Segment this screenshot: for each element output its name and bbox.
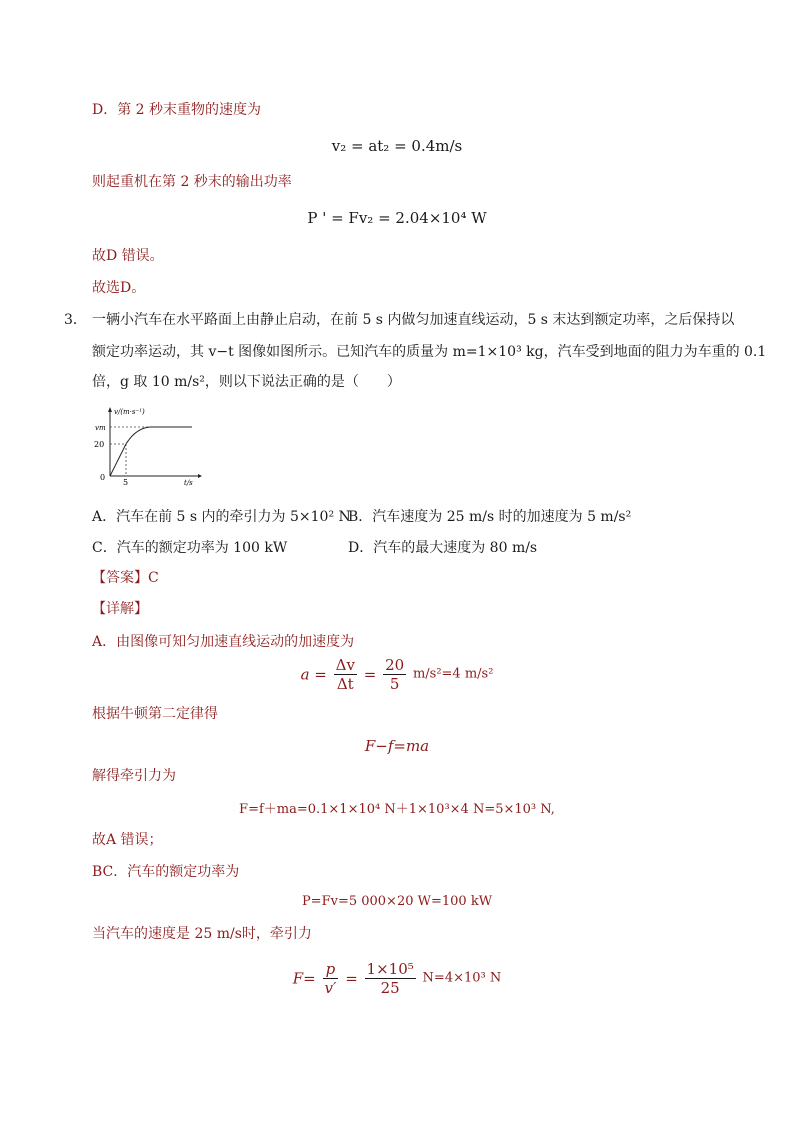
accel-segment — [110, 444, 126, 476]
solution-a-intro: A．由图像可知匀加速直线运动的加速度为 — [92, 634, 355, 650]
x-axis-label: t/s — [184, 479, 193, 486]
fraction-1e5-25 — [365, 960, 416, 997]
eq-f-lhs: F= — [292, 969, 316, 988]
tick-20: 20 — [94, 440, 105, 449]
bc-intro: BC．汽车的额定功率为 — [92, 864, 240, 880]
question-line-2: 额定功率运动，其 v−t 图像如图所示。已知汽车的质量为 m=1×10³ kg，汽车受到地面的阻力为车重的 0.1 — [92, 344, 767, 360]
y-axis-arrow — [108, 407, 112, 412]
question-number: 3． — [64, 312, 87, 328]
option-d: D．汽车的最大速度为 80 m/s — [348, 540, 538, 556]
speed-25-intro: 当汽车的速度是 25 m/s时，牵引力 — [92, 926, 312, 942]
vm-label: vm — [95, 424, 106, 432]
eq-a-result: m/s²=4 m/s² — [412, 666, 494, 682]
a-conclusion: 故A 错误； — [92, 832, 163, 848]
question-line-1: 一辆小汽车在水平路面上由静止启动，在前 5 s 内做匀加速直线运动，5 s 末达到额定功率，之后保持以 — [92, 312, 735, 328]
option-d-analysis: D．第 2 秒末重物的速度为 — [92, 102, 262, 118]
frac-den-dt: Δt — [336, 675, 354, 693]
fraction-dv-dt — [334, 656, 357, 693]
eq-a-lhs: a = — [300, 665, 327, 684]
solve-force-intro: 解得牵引力为 — [92, 768, 176, 784]
eq-f-result: N=4×10³ N — [422, 970, 502, 986]
frac-num-1e5: 1×10⁵ — [366, 960, 414, 978]
option-b: B．汽车速度为 25 m/s 时的加速度为 5 m/s² — [348, 509, 632, 525]
option-a: A．汽车在前 5 s 内的牵引力为 5×10² N — [92, 509, 351, 525]
question-line-3: 倍，g 取 10 m/s²，则以下说法正确的是（ ） — [92, 374, 401, 390]
frac-num-20: 20 — [385, 656, 405, 674]
equation-newton: F−f=ma — [364, 737, 430, 755]
frac-num-dv: Δv — [335, 656, 355, 674]
equation-force-25 — [0, 960, 794, 1004]
frac-den-v: v′ — [324, 979, 337, 997]
tick-5: 5 — [123, 478, 129, 486]
d-conclusion: 故D 错误。 — [92, 248, 164, 264]
origin-label: 0 — [100, 473, 106, 482]
equation-acceleration: a = $\frac{\Delta v}{\Delta t}$ = $\frac{20}{5}$ m/s²=4 m/s² — [300, 656, 494, 693]
y-axis-label: v/(m·s⁻¹) — [114, 408, 145, 416]
equation-rated-power: P=Fv=5 000×20 W=100 kW — [301, 894, 493, 909]
eq-f-equals: = — [345, 969, 358, 988]
vt-graph — [92, 404, 202, 486]
final-choice: 故选D。 — [92, 280, 146, 296]
detail-label: 【详解】 — [92, 601, 148, 617]
frac-num-p: p — [323, 960, 339, 979]
x-axis-arrow — [198, 474, 202, 478]
option-c: C．汽车的额定功率为 100 kW — [92, 540, 288, 556]
frac-den-5: 5 — [389, 675, 400, 693]
newton-intro: 根据牛顿第二定律得 — [92, 706, 218, 722]
answer-label: 【答案】C — [92, 570, 159, 586]
fraction-20-5 — [383, 656, 406, 693]
fraction-p-v — [323, 960, 339, 997]
equation-v2: v₂ = at₂ = 0.4m/s — [331, 137, 463, 155]
power-intro: 则起重机在第 2 秒末的输出功率 — [92, 174, 292, 190]
equation-power: P ' = Fv₂ = 2.04×10⁴ W — [307, 209, 487, 227]
frac-den-25: 25 — [380, 979, 400, 997]
curve-segment — [126, 427, 150, 444]
equation-force: F=f＋ma=0.1×1×10⁴ N＋1×10³×4 N=5×10³ N, — [239, 802, 555, 817]
